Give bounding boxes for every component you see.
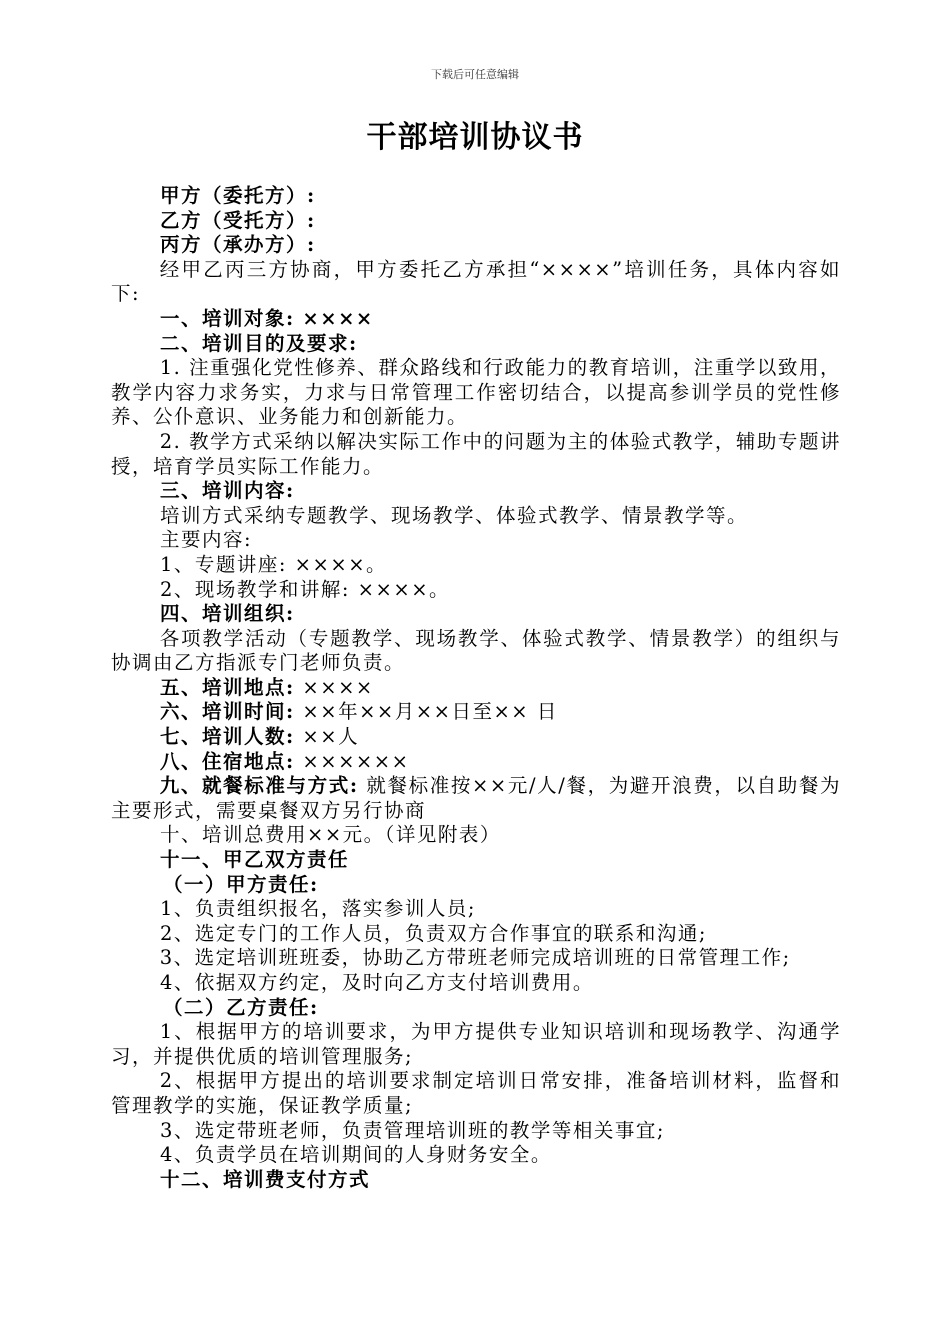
section-4-paragraph: 各项教学活动（专题教学、现场教学、体验式教学、情景教学）的组织与协调由乙方指派专门老师负责。 [111, 626, 841, 675]
party-a-item-3: 3、选定培训班班委，协助乙方带班老师完成培训班的日常管理工作; [159, 946, 791, 970]
intro-paragraph: 经甲乙丙三方协商，甲方委托乙方承担“××××”培训任务，具体内容如下: [111, 257, 841, 306]
section-6 [111, 700, 841, 725]
party-b-item-3: 3、选定带班老师，负责管理培训班的教学等相关事宜; [160, 1118, 665, 1142]
section-9 [111, 774, 841, 823]
party-a-item-1: 1、负责组织报名，落实参训人员; [160, 897, 476, 921]
section-8 [111, 750, 841, 775]
section-3-heading: 三、培训内容: [160, 479, 295, 503]
section-5-heading: 五、培训地点: [160, 675, 295, 699]
section-1-heading: 一、培训对象: [160, 306, 295, 330]
section-6-value: ××年××月××日至×× 日 [302, 700, 558, 724]
party-a-item-4: 4、依据双方约定，及时向乙方支付培训费用。 [160, 971, 594, 994]
party-a-item-2: 2、选定专门的工作人员，负责双方合作事宜的联系和沟通; [160, 921, 707, 945]
section-5 [111, 676, 841, 701]
party-b-item-4: 4、负责学员在培训期间的人身财务安全。 [160, 1143, 552, 1167]
section-3-item-2: 2、现场教学和讲解: ××××。 [160, 577, 451, 601]
section-8-heading: 八、住宿地点: [160, 749, 295, 773]
section-2-heading: 二、培训目的及要求: [160, 331, 358, 355]
party-b-item-2: 2、根据甲方提出的培训要求制定培训日常安排，准备培训材料，监督和管理教学的实施，保证教学质量; [111, 1069, 841, 1117]
section-6-heading: 六、培训时间: [160, 700, 295, 724]
party-a-responsibility-heading: （一）甲方责任: [163, 872, 319, 896]
section-9-heading: 九、就餐标准与方式: [159, 774, 359, 798]
section-3-line-2: 主要内容: [160, 528, 253, 552]
document-body [111, 184, 841, 1192]
section-8-value: ×××××× [302, 749, 410, 773]
section-12-heading: 十二、培训费支付方式 [160, 1167, 371, 1191]
section-2-paragraph-1: 1. 注重强化党性修养、群众路线和行政能力的教育培训，注重学以致用，教学内容力求务实，力求与日常管理工作密切结合，以提高参训学员的党性修养、公仆意识、业务能力和创新能力。 [111, 356, 841, 429]
section-1 [111, 307, 841, 332]
party-b-label: 乙方（受托方）: [160, 208, 316, 232]
section-11-heading: 十一、甲乙双方责任 [160, 848, 350, 872]
section-10: 十、培训总费用××元。（详见附表） [160, 823, 501, 847]
document-title: 干部培训协议书 [366, 120, 584, 155]
section-7 [111, 725, 841, 750]
section-3-line-1: 培训方式采纳专题教学、现场教学、体验式教学、情景教学等。 [160, 503, 749, 527]
section-1-value: ×××× [302, 306, 374, 330]
party-b-responsibility-heading: （二）乙方责任: [163, 995, 319, 1019]
party-a-label: 甲方（委托方）: [160, 184, 316, 207]
section-4-heading: 四、培训组织: [160, 602, 295, 626]
section-2-paragraph-2: 2. 教学方式采纳以解决实际工作中的问题为主的体验式教学，辅助专题讲授，培育学员实际工作能力。 [111, 429, 841, 478]
section-9-value: 就餐标准按××元/人/餐，为避开浪费，以自助餐为主要形式，需要桌餐双方另行协商 [111, 774, 841, 822]
section-7-value: ××人 [302, 725, 360, 749]
party-b-item-1: 1、根据甲方的培训要求，为甲方提供专业知识培训和现场教学、沟通学习，并提供优质的培训管理服务; [111, 1020, 841, 1068]
section-7-heading: 七、培训人数: [160, 725, 295, 749]
section-3-item-1: 1、专题讲座: ××××。 [160, 552, 388, 576]
section-5-value: ×××× [302, 675, 374, 699]
party-c-label: 丙方（承办方）: [160, 233, 316, 257]
header-note: 下载后可任意编辑 [431, 68, 519, 81]
